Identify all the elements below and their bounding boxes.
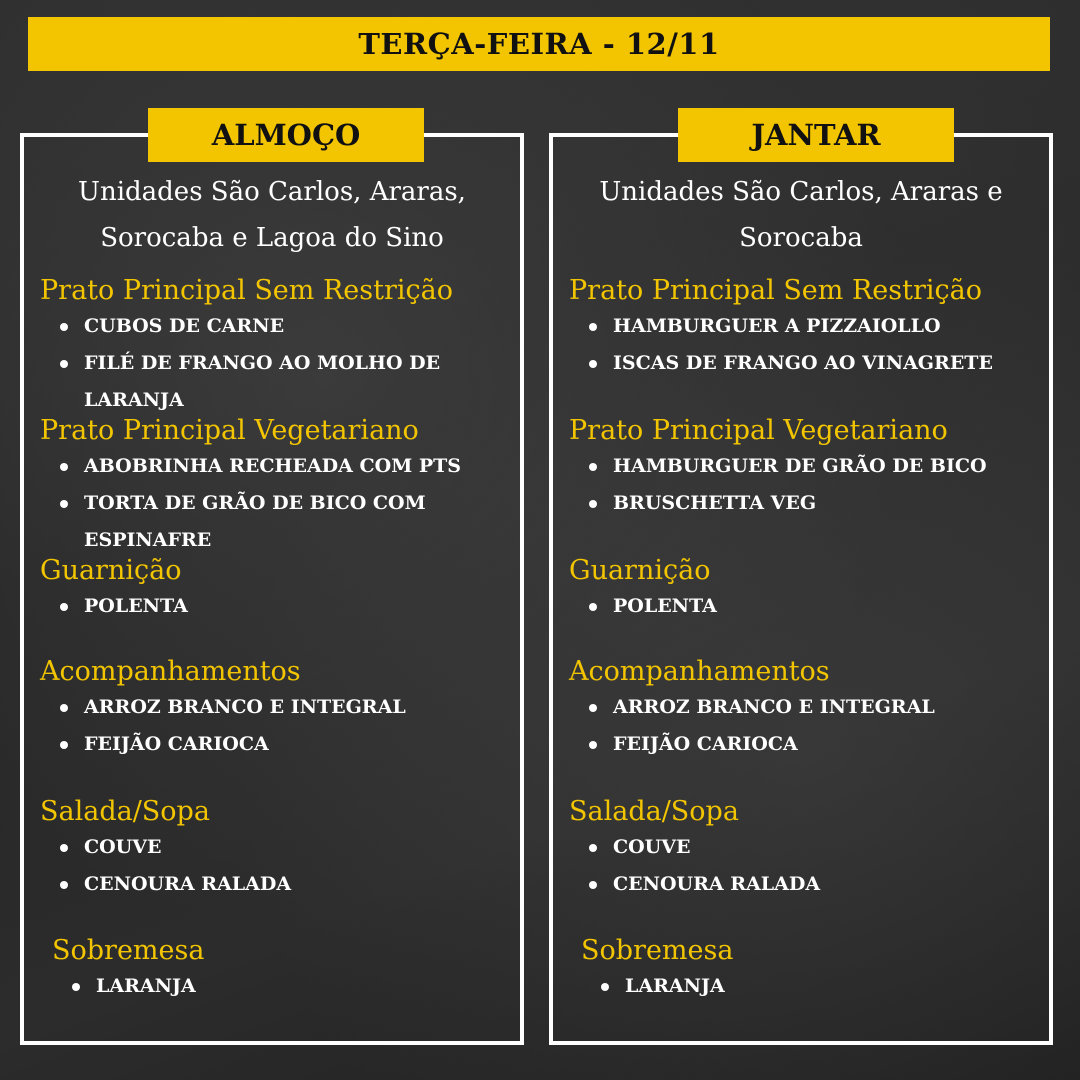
dinner-section-sides [569, 655, 1049, 763]
list-item: POLENTA [569, 588, 1049, 625]
bullet-icon [589, 704, 597, 712]
bullet-icon [60, 360, 68, 368]
dinner-section-main [569, 274, 1049, 382]
dinner-tab-label: JANTAR [751, 118, 881, 152]
bullet-icon [589, 323, 597, 331]
lunch-section-veg [40, 414, 520, 559]
bullet-icon [60, 463, 68, 471]
list-item: FEIJÃO CARIOCA [569, 726, 1049, 763]
day-banner [28, 17, 1050, 71]
list-item: ABOBRINHA RECHEADA COM PTS [40, 448, 520, 485]
list-item: CENOURA RALADA [569, 866, 1049, 903]
lunch-section-dessert [52, 934, 532, 1005]
section-title: Sobremesa [52, 935, 205, 966]
list-item: ARROZ BRANCO E INTEGRAL [569, 689, 1049, 726]
list-item: ARROZ BRANCO E INTEGRAL [40, 689, 520, 726]
section-title: Prato Principal Vegetariano [569, 415, 948, 446]
list-item: COUVE [569, 829, 1049, 866]
list-item: TORTA DE GRÃO DE BICO COM ESPINAFRE [40, 485, 520, 559]
list-item: CUBOS DE CARNE [40, 308, 520, 345]
list-item: FILÉ DE FRANGO AO MOLHO DE LARANJA [40, 345, 520, 419]
bullet-icon [60, 741, 68, 749]
dinner-units [553, 169, 1049, 261]
section-title: Prato Principal Sem Restrição [569, 275, 983, 306]
bullet-icon [60, 323, 68, 331]
bullet-icon [589, 360, 597, 368]
section-title: Guarnição [40, 555, 182, 586]
lunch-panel [20, 118, 524, 1045]
list-item: LARANJA [52, 968, 532, 1005]
list-item: POLENTA [40, 588, 520, 625]
section-title: Prato Principal Sem Restrição [40, 275, 454, 306]
dinner-units-line2: Sorocaba [739, 223, 863, 253]
list-item: FEIJÃO CARIOCA [40, 726, 520, 763]
lunch-tab-label: ALMOÇO [211, 118, 361, 152]
bullet-icon [60, 844, 68, 852]
lunch-section-garnish [40, 554, 520, 625]
lunch-section-main [40, 274, 520, 419]
section-title: Acompanhamentos [569, 656, 830, 687]
bullet-icon [589, 881, 597, 889]
list-item: ISCAS DE FRANGO AO VINAGRETE [569, 345, 1049, 382]
dinner-section-garnish [569, 554, 1049, 625]
list-item: LARANJA [581, 968, 1061, 1005]
bullet-icon [589, 741, 597, 749]
dinner-tab [678, 108, 954, 162]
bullet-icon [60, 704, 68, 712]
lunch-units-line1: Unidades São Carlos, Araras, [78, 177, 466, 207]
section-title: Guarnição [569, 555, 711, 586]
dinner-section-veg [569, 414, 1049, 522]
section-title: Salada/Sopa [569, 796, 739, 827]
day-title: TERÇA-FEIRA - 12/11 [358, 27, 720, 61]
lunch-units-line2: Sorocaba e Lagoa do Sino [100, 223, 444, 253]
list-item: HAMBURGUER A PIZZAIOLLO [569, 308, 1049, 345]
list-item: COUVE [40, 829, 520, 866]
dinner-panel [549, 118, 1053, 1045]
section-title: Sobremesa [581, 935, 734, 966]
dinner-units-line1: Unidades São Carlos, Araras e [599, 177, 1003, 207]
bullet-icon [60, 881, 68, 889]
bullet-icon [72, 983, 80, 991]
bullet-icon [589, 603, 597, 611]
section-title: Salada/Sopa [40, 796, 210, 827]
bullet-icon [589, 463, 597, 471]
bullet-icon [589, 500, 597, 508]
section-title: Prato Principal Vegetariano [40, 415, 419, 446]
bullet-icon [60, 500, 68, 508]
list-item: HAMBURGUER DE GRÃO DE BICO [569, 448, 1049, 485]
dinner-section-salad [569, 795, 1049, 903]
lunch-tab [148, 108, 424, 162]
lunch-section-sides [40, 655, 520, 763]
dinner-section-dessert [581, 934, 1061, 1005]
bullet-icon [60, 603, 68, 611]
bullet-icon [589, 844, 597, 852]
lunch-section-salad [40, 795, 520, 903]
list-item: CENOURA RALADA [40, 866, 520, 903]
list-item: BRUSCHETTA VEG [569, 485, 1049, 522]
section-title: Acompanhamentos [40, 656, 301, 687]
lunch-units [24, 169, 520, 261]
bullet-icon [601, 983, 609, 991]
